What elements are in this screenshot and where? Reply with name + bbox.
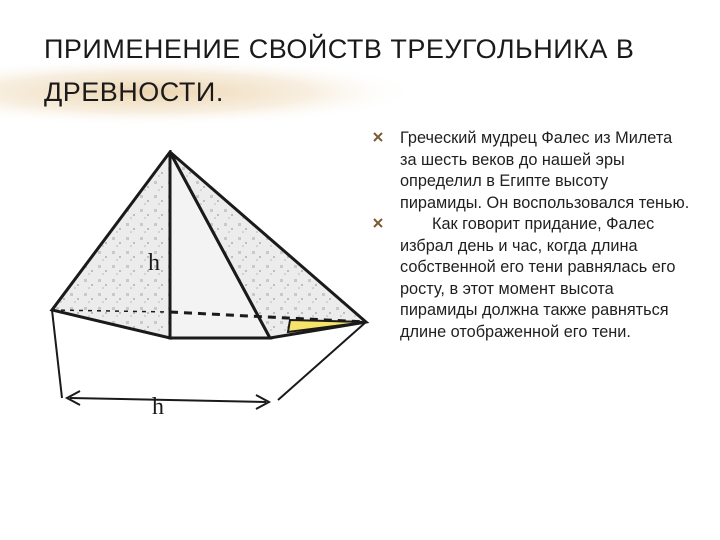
bullet-list: [372, 128, 692, 343]
list-item: [372, 214, 692, 343]
slide-title: ПРИМЕНЕНИЕ СВОЙСТВ ТРЕУГОЛЬНИКА В ДРЕВНОСТИ.: [44, 34, 635, 107]
bullet-text: Греческий мудрец Фалес из Милета за шесть веков до нашей эры определил в Египте высоту пирамиды. Он воспользовался тенью.: [400, 129, 690, 212]
bullet-text: Как говорит придание, Фалес избрал день и час, когда длина собственной его тени равнялась его росту, в этот момент высота пирамиды должна также равняться длине отображенной его тени.: [400, 215, 676, 341]
pyramid-left-face: [52, 152, 170, 338]
base-label: h: [152, 394, 164, 420]
cross-bullet-icon: [372, 217, 384, 229]
cross-bullet-icon: [372, 131, 384, 143]
list-item: [372, 128, 692, 214]
height-label: h: [148, 250, 160, 276]
pyramid-diagram: [40, 150, 370, 430]
